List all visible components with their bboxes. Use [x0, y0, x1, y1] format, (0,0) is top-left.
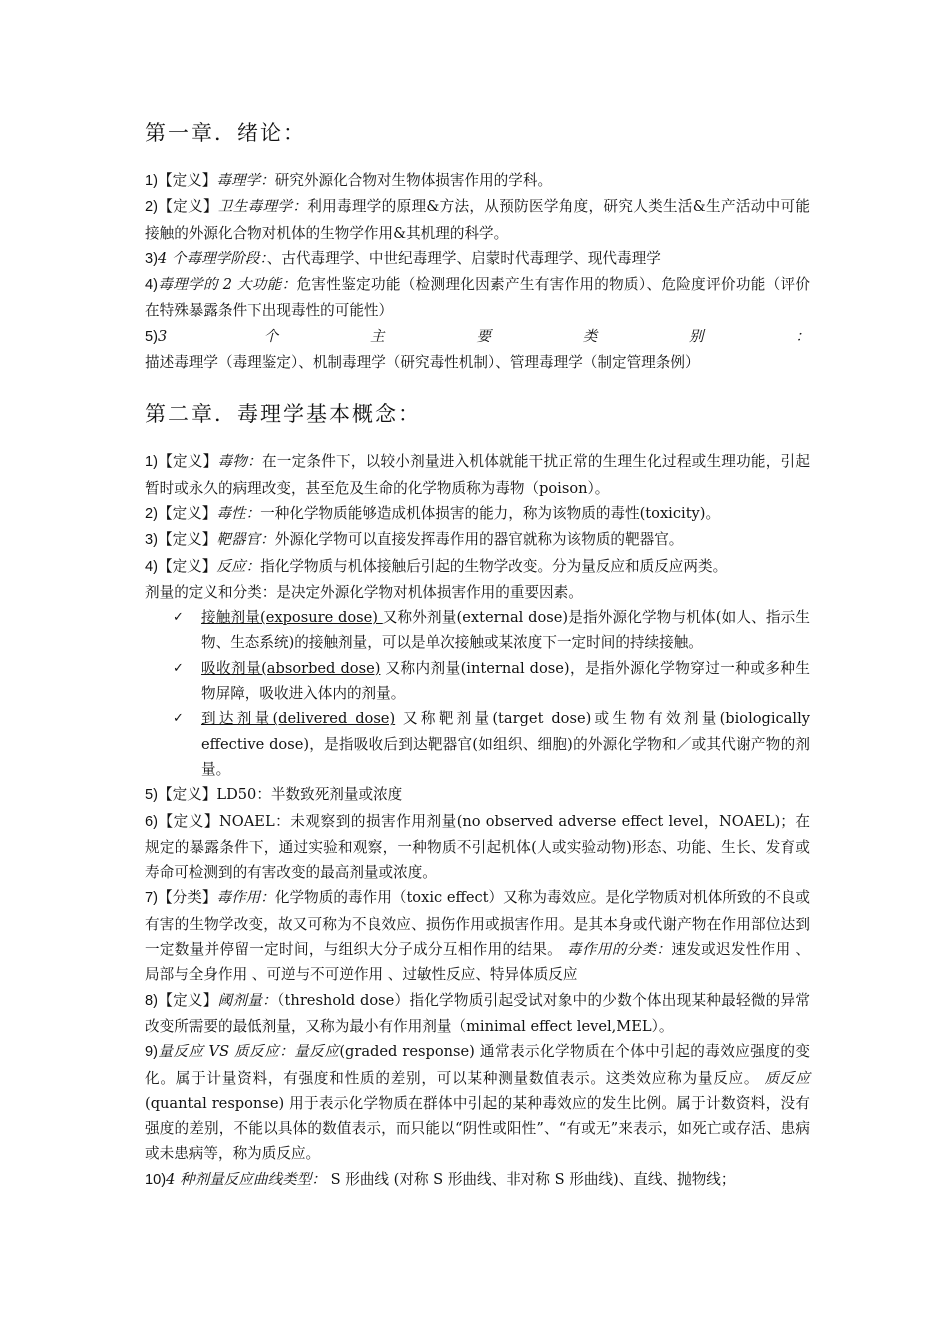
ch2-item-4: 4)【定义】反应：指化学物质与机体接触后引起的生物学改变。分为量反应和质反应两类。 — [145, 557, 728, 575]
ch2-item-1: 1)【定义】毒物：在一定条件下，以较小剂量进入机体就能干扰正常的生理生化过程或生理功能，引起暂时或永久的病理改变，甚至危及生命的化学物质称为毒物（poison）。 — [145, 453, 810, 497]
bullet-delivered-dose: ✓ 到达剂量(delivered dose) 又称靶剂量(target dose)或生物有效剂量(biologically effective dose)，是指吸收后到达靶器官(如组织、细胞)的外源化学物和／或其代谢产物的剂量。 — [173, 706, 810, 782]
ch1-item-2: 2)【定义】卫生毒理学：利用毒理学的原理&方法，从预防医学角度，研究人类生活&生产活动中可能接触的外源化合物对机体的生物学作用&其机理的科学。 — [145, 198, 810, 242]
dose-intro: 剂量的定义和分类：是决定外源化学物对机体损害作用的重要因素。 — [145, 583, 583, 601]
ch2-item-7: 7)【分类】毒作用：化学物质的毒作用（toxic effect）又称为毒效应。是化学物质对机体所致的不良或有害的生物学改变，故又可称为不良效应、损伤作用或损害作用。是其本身或代谢产物在作用部位达到一定数量并停留一定时间，与组织大分子成分互相作用的结果。 毒作用的分类：速发或迟发性作用 、局部与全身作用 、可逆与不可逆作用 、过敏性反应、特异体质反应 — [145, 889, 811, 984]
chapter2-title: 第二章．毒理学基本概念： — [145, 402, 421, 427]
ch2-item-5: 5)【定义】LD50：半数致死剂量或浓度 — [145, 786, 403, 804]
ch1-item-3: 3)4 个毒理学阶段：、古代毒理学、中世纪毒理学、启蒙时代毒理学、现代毒理学 — [145, 249, 661, 267]
ch1-item-4: 4)毒理学的 2 大功能：危害性鉴定功能（检测理化因素产生有害作用的物质）、危险度评价功能（评价在特殊暴露条件下出现毒性的可能性） — [145, 276, 810, 320]
ch2-item-8: 8)【定义】阈剂量：（threshold dose）指化学物质引起受试对象中的少数个体出现某种最轻微的异常改变所需要的最低剂量，又称为最小有作用剂量（minimal effect level,MEL）。 — [145, 991, 810, 1035]
ch1-item-5: 5)3 个主要类别：描述毒理学（毒理鉴定）、机制毒理学（研究毒性机制）、管理毒理学（制定管理条例） — [145, 327, 810, 372]
dose-bullet-list — [145, 605, 810, 782]
ch2-item-6: 6)【定义】NOAEL：未观察到的损害作用剂量(no observed adverse effect level，NOAEL)；在规定的暴露条件下，通过实验和观察，一种物质不引起机体(人或实验动物)形态、功能、生长、发育或寿命可检测到的有害改变的最高剂量或浓度。 — [145, 812, 810, 882]
bullet-absorbed-dose: ✓ 吸收剂量(absorbed dose) 又称内剂量(internal dose)，是指外源化学物穿过一种或多种生物屏障，吸收进入体内的剂量。 — [173, 656, 810, 707]
check-icon: ✓ — [173, 610, 184, 626]
check-icon: ✓ — [173, 711, 184, 727]
ch2-item-2: 2)【定义】毒性：一种化学物质能够造成机体损害的能力，称为该物质的毒性(toxicity)。 — [145, 504, 721, 522]
ch2-item-10: 10)4 种剂量反应曲线类型： S 形曲线 (对称 S 形曲线、非对称 S 形曲线)、直线、抛物线； — [145, 1170, 736, 1188]
document-content — [145, 118, 810, 1193]
ch2-item-3: 3)【定义】靶器官：外源化学物可以直接发挥毒作用的器官就称为该物质的靶器官。 — [145, 531, 684, 549]
ch2-item-9: 9)量反应 VS 质反应：量反应(graded response) 通常表示化学物质在个体中引起的毒效应强度的变化。属于计量资料，有强度和性质的差别，可以某种测量数值表示。这类效应称为量反应。 质反应 (quantal response) 用于表示化学物质在群体中引起的某种毒效应的发生比例。属于计数资料，没有强度的差别，不能以具体的数值表示，而只能以“阴性或阳性”、“有或无”来表示，如死亡或存活、患病或未患病等，称为质反应。 — [145, 1043, 810, 1163]
check-icon: ✓ — [173, 660, 184, 676]
ch1-item-1: 1)【定义】毒理学：研究外源化合物对生物体损害作用的学科。 — [145, 172, 553, 189]
chapter1-title: 第一章．绪论： — [145, 121, 306, 145]
bullet-exposure-dose: ✓ 接触剂量(exposure dose) 又称外剂量(external dose)是指外源化学物与机体(如人、指示生物、生态系统)的接触剂量，可以是单次接触或某浓度下一定时间的持续接触。 — [173, 605, 810, 656]
